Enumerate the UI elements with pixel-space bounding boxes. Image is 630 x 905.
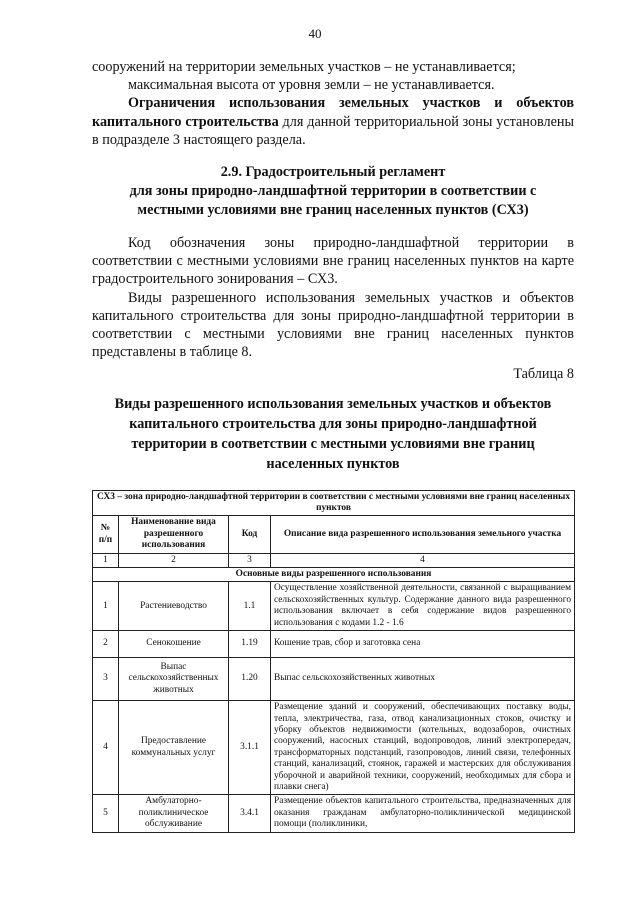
section-label-cell: Основные виды разрешенного использования [93, 568, 575, 582]
zone-code-paragraph: Код обозначения зоны природно-ландшафтной территории в соответствии с местными условиями вне границ населенных пунктов на карте градостроительного зонирования – СХ3. [92, 235, 574, 288]
table-row [93, 582, 575, 631]
row-name: Амбулаторно-поликлиническое обслуживание [119, 795, 229, 832]
restrictions-rest: для данной территориальной зоны установлены в подразделе 3 настоящего раздела. [92, 113, 574, 148]
intro-line-1: сооружений на территории земельных участков – не устанавливается; [92, 59, 516, 75]
usage-types-paragraph: Виды разрешенного использования земельных участков и объектов капитального строительства для зоны природно-ландшафтной территории в соответствии с местными условиями вне границ населенных пунктов представлены в таблице 8. [92, 289, 574, 361]
row-num: 3 [93, 658, 119, 701]
header-name: Наименование вида разрешенного использования [119, 516, 229, 553]
restrictions-paragraph [92, 94, 574, 149]
table-title-line-2: капитального строительства для зоны природно-ландшафтной [129, 415, 537, 432]
row-name: Сенокошение [119, 631, 229, 658]
row-num: 1 [93, 582, 119, 631]
table-row [93, 795, 575, 832]
table-title-line-4: населенных пунктов [266, 455, 400, 472]
section-heading-line-2: для зоны природно-ландшафтной территории в соответствии с [129, 183, 537, 200]
table-title [92, 394, 574, 474]
col-number-3: 3 [229, 553, 271, 567]
row-code: 1.1 [229, 582, 271, 631]
row-code: 3.4.1 [229, 795, 271, 832]
row-name: Выпас сельскохозяйственных животных [119, 658, 229, 701]
row-desc: Размещение объектов капитального строительства, предназначенных для оказания гражданам амбулаторно-поликлинической медицинской помощи (поликлиники, [271, 795, 575, 832]
table-row [93, 701, 575, 795]
row-desc: Кошение трав, сбор и заготовка сена [271, 631, 575, 658]
row-code: 3.1.1 [229, 701, 271, 795]
restrictions-bold: Ограничения использования земельных участков и объектов капитального строительства [92, 95, 574, 130]
header-desc: Описание вида разрешенного использования земельного участка [271, 516, 575, 553]
section-heading-line-1: 2.9. Градостроительный регламент [220, 164, 446, 181]
col-number-2: 2 [119, 553, 229, 567]
section-heading [92, 163, 574, 220]
row-code: 1.19 [229, 631, 271, 658]
row-desc: Размещение зданий и сооружений, обеспечивающих поставку воды, тепла, электричества, газа, отвод канализационных стоков, очистку и уборку объектов недвижимости (котельных, водозаборов, очистных сооружений, насосных станций, водопроводов, линий электропередач, трансформаторных подстанций, газопроводов, линий связи, телефонных станций, канализаций, стоянок, гаражей и мастерских для обслуживания уборочной и аварийной техники, сооружений, необходимых для сбора и плавки снега) [271, 701, 575, 795]
col-number-1: 1 [93, 553, 119, 567]
row-num: 5 [93, 795, 119, 832]
col-number-4: 4 [271, 553, 575, 567]
row-desc: Выпас сельскохозяйственных животных [271, 658, 575, 701]
intro-line-2: максимальная высота от уровня земли – не устанавливается. [128, 77, 495, 94]
row-name: Предоставление коммунальных услуг [119, 701, 229, 795]
row-desc: Осуществление хозяйственной деятельности, связанной с выращиванием сельскохозяйственных культур. Содержание данного вида разрешенного использования включает в себя содержание видов разрешенного использования с кодами 1.2 - 1.6 [271, 582, 575, 631]
table-row [93, 631, 575, 658]
section-label-row [93, 568, 575, 582]
header-code: Код [229, 516, 271, 553]
section-heading-line-3: местными условиями вне границ населенных пунктов (СХ3) [137, 202, 529, 219]
row-num: 4 [93, 701, 119, 795]
header-num: № п/п [93, 516, 119, 553]
table-row [93, 658, 575, 701]
table-title-line-3: территории в соответствии с местными условиями вне границ [131, 435, 535, 452]
usage-table [92, 490, 575, 833]
page-number: 40 [308, 26, 322, 41]
row-code: 1.20 [229, 658, 271, 701]
row-num: 2 [93, 631, 119, 658]
column-header-row [93, 516, 575, 553]
zone-header-cell: СХ3 – зона природно-ландшафтной территории в соответствии с местными условиями вне границ населенных пунктов [93, 490, 575, 516]
document-body [92, 58, 574, 833]
table-title-line-1: Виды разрешенного использования земельных участков и объектов [114, 395, 552, 412]
table-label: Таблица 8 [513, 366, 574, 383]
zone-header-row [93, 490, 575, 516]
row-name: Растениеводство [119, 582, 229, 631]
column-number-row [93, 553, 575, 567]
